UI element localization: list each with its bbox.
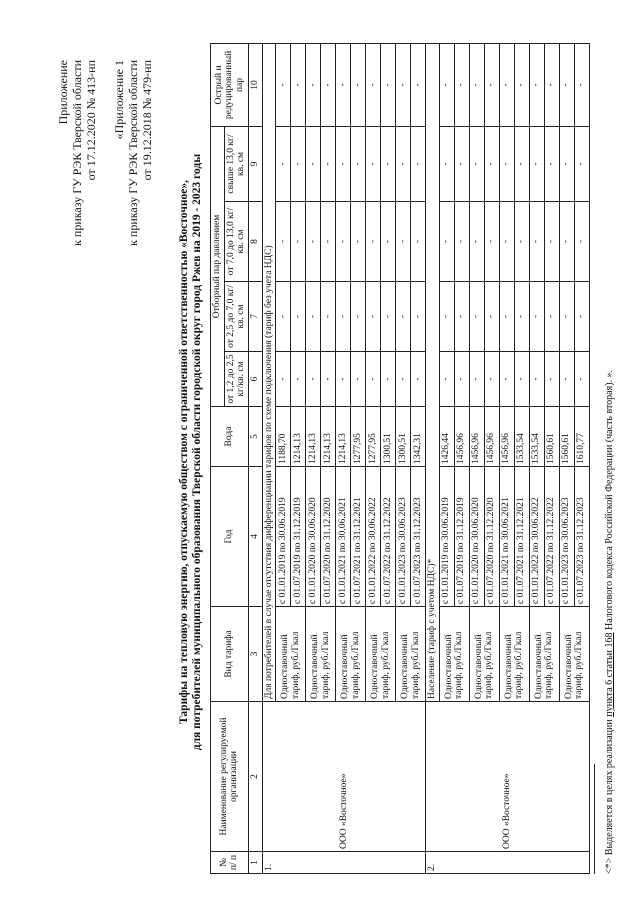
empty-value-cell: - xyxy=(469,352,484,407)
empty-value-cell: - xyxy=(411,126,426,201)
empty-value-cell: - xyxy=(559,43,574,126)
empty-value-cell: - xyxy=(396,352,411,407)
tariff-type: Одноставочный тариф, руб./Гкал xyxy=(396,607,426,702)
water-tariff-cell: 1533,54 xyxy=(529,407,544,467)
col-header-steam: Отборный пар давлением xyxy=(211,126,225,406)
empty-value-cell: - xyxy=(411,352,426,407)
empty-value-cell: - xyxy=(484,352,499,407)
empty-value-cell: - xyxy=(529,202,544,282)
empty-value-cell: - xyxy=(366,126,381,201)
water-tariff-cell: 1214,13 xyxy=(321,407,336,467)
document-title xyxy=(178,20,204,884)
col-header-year: Год xyxy=(211,467,249,607)
empty-value-cell: - xyxy=(321,282,336,352)
empty-value-cell: - xyxy=(321,43,336,126)
empty-value-cell: - xyxy=(499,126,514,201)
empty-value-cell: - xyxy=(469,126,484,201)
empty-value-cell: - xyxy=(336,352,351,407)
empty-value-cell: - xyxy=(544,43,559,126)
empty-value-cell: - xyxy=(469,43,484,126)
empty-value-cell: - xyxy=(276,126,291,201)
empty-value-cell: - xyxy=(366,282,381,352)
empty-value-cell: - xyxy=(454,202,469,282)
empty-value-cell: - xyxy=(574,352,589,407)
tariff-type: Одноставочный тариф, руб./Гкал xyxy=(439,607,469,702)
col-header-steam-1: от 1,2 до 2,5 кг/кв. см xyxy=(224,352,248,407)
column-number: 3 xyxy=(248,607,262,702)
empty-value-cell: - xyxy=(411,202,426,282)
empty-value-cell: - xyxy=(336,202,351,282)
empty-value-cell: - xyxy=(529,126,544,201)
empty-value-cell: - xyxy=(544,282,559,352)
empty-value-cell: - xyxy=(559,126,574,201)
section-number: 2. xyxy=(426,852,590,874)
water-tariff-cell: 1300,51 xyxy=(381,407,396,467)
empty-value-cell: - xyxy=(366,352,381,407)
empty-value-cell: - xyxy=(291,43,306,126)
empty-value-cell: - xyxy=(306,202,321,282)
empty-value-cell: - xyxy=(529,43,544,126)
empty-value-cell: - xyxy=(559,282,574,352)
water-tariff-cell: 1456,96 xyxy=(454,407,469,467)
header-line: к приказу ГУ РЭК Тверской области xyxy=(126,60,140,246)
empty-value-cell: - xyxy=(366,43,381,126)
empty-value-cell: - xyxy=(276,352,291,407)
column-number: 9 xyxy=(248,126,262,201)
empty-value-cell: - xyxy=(276,43,291,126)
water-tariff-cell: 1610,77 xyxy=(574,407,589,467)
empty-value-cell: - xyxy=(276,202,291,282)
water-tariff-cell: 1277,95 xyxy=(366,407,381,467)
period-cell: с 01.07.2022 по 31.12.2022 xyxy=(381,467,396,607)
empty-value-cell: - xyxy=(514,282,529,352)
water-tariff-cell: 1214,13 xyxy=(291,407,306,467)
col-header-num: № п/ п xyxy=(211,852,249,874)
empty-value-cell: - xyxy=(276,282,291,352)
column-number: 8 xyxy=(248,202,262,282)
empty-value-cell: - xyxy=(381,202,396,282)
table-body xyxy=(262,43,589,873)
tariff-type: Одноставочный тариф, руб./Гкал xyxy=(306,607,336,702)
empty-value-cell: - xyxy=(469,282,484,352)
period-cell: с 01.07.2019 по 31.12.2019 xyxy=(291,467,306,607)
col-header-steam-3: от 7,0 до 13,0 кг/кв. см xyxy=(224,202,248,282)
empty-value-cell: - xyxy=(514,202,529,282)
empty-value-cell: - xyxy=(499,43,514,126)
table-header xyxy=(211,43,263,873)
period-cell: с 01.01.2019 по 30.06.2019 xyxy=(439,467,454,607)
water-tariff-cell: 1456,96 xyxy=(499,407,514,467)
period-cell: с 01.07.2020 по 31.12.2020 xyxy=(321,467,336,607)
empty-value-cell: - xyxy=(321,352,336,407)
empty-value-cell: - xyxy=(291,282,306,352)
empty-value-cell: - xyxy=(351,282,366,352)
empty-value-cell: - xyxy=(514,352,529,407)
tariff-table xyxy=(210,43,590,874)
org-name: ООО «Восточное» xyxy=(262,702,426,852)
empty-value-cell: - xyxy=(574,126,589,201)
empty-value-cell: - xyxy=(321,126,336,201)
header-line: к приказу ГУ РЭК Тверской области xyxy=(70,60,84,246)
empty-value-cell: - xyxy=(411,282,426,352)
column-number: 1 xyxy=(248,852,262,874)
column-number: 6 xyxy=(248,352,262,407)
tariff-type: Одноставочный тариф, руб./Гкал xyxy=(366,607,396,702)
empty-value-cell: - xyxy=(306,43,321,126)
empty-value-cell: - xyxy=(499,352,514,407)
column-number: 7 xyxy=(248,282,262,352)
empty-value-cell: - xyxy=(306,282,321,352)
footnote-law-link[interactable]: пункта 6 статьи 168 xyxy=(604,632,615,717)
col-header-steam-2: от 2,5 до 7,0 кг/кв. см xyxy=(224,282,248,352)
empty-value-cell: - xyxy=(514,43,529,126)
empty-value-cell: - xyxy=(454,352,469,407)
period-cell: с 01.07.2021 по 31.12.2021 xyxy=(514,467,529,607)
period-cell: с 01.01.2022 по 30.06.2022 xyxy=(529,467,544,607)
period-cell: с 01.01.2020 по 30.06.2020 xyxy=(469,467,484,607)
column-number: 5 xyxy=(248,407,262,467)
tariff-type: Одноставочный тариф, руб./Гкал xyxy=(469,607,499,702)
empty-value-cell: - xyxy=(291,352,306,407)
tariff-type: Одноставочный тариф, руб./Гкал xyxy=(499,607,529,702)
empty-value-cell: - xyxy=(291,126,306,201)
empty-value-cell: - xyxy=(439,126,454,201)
empty-value-cell: - xyxy=(469,202,484,282)
period-cell: с 01.07.2023 по 31.12.2023 xyxy=(411,467,426,607)
empty-value-cell: - xyxy=(381,43,396,126)
empty-value-cell: - xyxy=(351,126,366,201)
section-label: Население (тариф с учетом НДС)* xyxy=(426,43,440,701)
empty-value-cell: - xyxy=(499,202,514,282)
col-header-tariff-type: Вид тарифа xyxy=(211,607,249,702)
period-cell: с 01.01.2021 по 30.06.2021 xyxy=(499,467,514,607)
column-number: 2 xyxy=(248,702,262,852)
empty-value-cell: - xyxy=(306,126,321,201)
empty-value-cell: - xyxy=(544,202,559,282)
footnote-divider xyxy=(594,764,595,874)
empty-value-cell: - xyxy=(336,126,351,201)
header-line: «Приложение 1 xyxy=(112,60,126,140)
footnote-suffix: Налогового кодекса Российской Федерации (часть вторая). ». xyxy=(604,369,615,633)
section-row xyxy=(426,43,440,873)
empty-value-cell: - xyxy=(336,43,351,126)
section-number: 1. xyxy=(262,852,426,874)
period-cell: с 01.01.2023 по 30.06.2023 xyxy=(559,467,574,607)
section-row xyxy=(262,43,276,873)
empty-value-cell: - xyxy=(291,202,306,282)
empty-value-cell: - xyxy=(306,352,321,407)
title-line: Тарифы на тепловую энергию, отпускаемую обществом с ограниченной ответственностью «Восточное», xyxy=(178,180,190,724)
tariff-type: Одноставочный тариф, руб./Гкал xyxy=(336,607,366,702)
empty-value-cell: - xyxy=(439,202,454,282)
org-name: ООО «Восточное» xyxy=(426,702,590,852)
period-cell: с 01.07.2022 по 31.12.2022 xyxy=(544,467,559,607)
empty-value-cell: - xyxy=(484,282,499,352)
col-header-steam-4: свыше 13,0 кг/кв. см xyxy=(224,126,248,201)
empty-value-cell: - xyxy=(351,43,366,126)
water-tariff-cell: 1560,61 xyxy=(544,407,559,467)
approval-header xyxy=(56,60,98,246)
empty-value-cell: - xyxy=(321,202,336,282)
water-tariff-cell: 1560,61 xyxy=(559,407,574,467)
empty-value-cell: - xyxy=(336,282,351,352)
empty-value-cell: - xyxy=(351,352,366,407)
empty-value-cell: - xyxy=(366,202,381,282)
col-header-sharp-steam: Острый и редуцированный пар xyxy=(211,43,249,126)
tariff-type: Одноставочный тариф, руб./Гкал xyxy=(559,607,589,702)
period-cell: с 01.01.2019 по 30.06.2019 xyxy=(276,467,291,607)
empty-value-cell: - xyxy=(439,282,454,352)
empty-value-cell: - xyxy=(559,202,574,282)
empty-value-cell: - xyxy=(454,43,469,126)
water-tariff-cell: 1426,44 xyxy=(439,407,454,467)
period-cell: с 01.07.2020 по 31.12.2020 xyxy=(484,467,499,607)
header-line: Приложение xyxy=(56,60,70,125)
col-header-org: Наименование регулируемой организации xyxy=(211,702,249,852)
empty-value-cell: - xyxy=(559,352,574,407)
period-cell: с 01.07.2019 по 31.12.2019 xyxy=(454,467,469,607)
water-tariff-cell: 1300,51 xyxy=(396,407,411,467)
header-line: от 17.12.2020 № 413-нп xyxy=(84,60,98,181)
empty-value-cell: - xyxy=(381,352,396,407)
period-cell: с 01.01.2020 по 30.06.2020 xyxy=(306,467,321,607)
water-tariff-cell: 1188,70 xyxy=(276,407,291,467)
period-cell: с 01.01.2023 по 30.06.2023 xyxy=(396,467,411,607)
empty-value-cell: - xyxy=(484,202,499,282)
empty-value-cell: - xyxy=(574,282,589,352)
empty-value-cell: - xyxy=(381,282,396,352)
empty-value-cell: - xyxy=(484,43,499,126)
header-line: от 19.12.2018 № 479-нп xyxy=(140,60,154,181)
empty-value-cell: - xyxy=(514,126,529,201)
water-tariff-cell: 1214,13 xyxy=(306,407,321,467)
empty-value-cell: - xyxy=(454,282,469,352)
empty-value-cell: - xyxy=(574,43,589,126)
empty-value-cell: - xyxy=(574,202,589,282)
column-number: 4 xyxy=(248,467,262,607)
column-number-row xyxy=(248,43,262,873)
tariff-type: Одноставочный тариф, руб./Гкал xyxy=(529,607,559,702)
title-line: для потребителей муниципального образования Тверской области городской округ город Ржев на 2019 - 2023 годы xyxy=(191,153,203,751)
empty-value-cell: - xyxy=(439,352,454,407)
col-header-water: Вода xyxy=(211,407,249,467)
tariff-type: Одноставочный тариф, руб./Гкал xyxy=(276,607,306,702)
empty-value-cell: - xyxy=(439,43,454,126)
empty-value-cell: - xyxy=(499,282,514,352)
empty-value-cell: - xyxy=(396,282,411,352)
footnote xyxy=(604,370,615,874)
empty-value-cell: - xyxy=(529,352,544,407)
water-tariff-cell: 1533,54 xyxy=(514,407,529,467)
empty-value-cell: - xyxy=(529,282,544,352)
empty-value-cell: - xyxy=(454,126,469,201)
footnote-prefix: <*> Выделяется в целях реализации xyxy=(604,716,615,874)
column-number: 10 xyxy=(248,43,262,126)
empty-value-cell: - xyxy=(396,202,411,282)
water-tariff-cell: 1456,96 xyxy=(469,407,484,467)
period-cell: с 01.07.2023 по 31.12.2023 xyxy=(574,467,589,607)
empty-value-cell: - xyxy=(544,352,559,407)
empty-value-cell: - xyxy=(381,126,396,201)
period-cell: с 01.01.2021 по 30.06.2021 xyxy=(336,467,351,607)
empty-value-cell: - xyxy=(544,126,559,201)
period-cell: с 01.01.2022 по 30.06.2022 xyxy=(366,467,381,607)
water-tariff-cell: 1277,95 xyxy=(351,407,366,467)
appendix-header xyxy=(112,60,154,246)
period-cell: с 01.07.2021 по 31.12.2021 xyxy=(351,467,366,607)
water-tariff-cell: 1342,31 xyxy=(411,407,426,467)
water-tariff-cell: 1214,13 xyxy=(336,407,351,467)
empty-value-cell: - xyxy=(396,126,411,201)
empty-value-cell: - xyxy=(411,43,426,126)
empty-value-cell: - xyxy=(351,202,366,282)
empty-value-cell: - xyxy=(396,43,411,126)
empty-value-cell: - xyxy=(484,126,499,201)
water-tariff-cell: 1456,96 xyxy=(484,407,499,467)
section-label: Для потребителей в случае отсутствия дифференциации тарифов по схеме подключения (тариф без учета НДС) xyxy=(262,43,276,701)
